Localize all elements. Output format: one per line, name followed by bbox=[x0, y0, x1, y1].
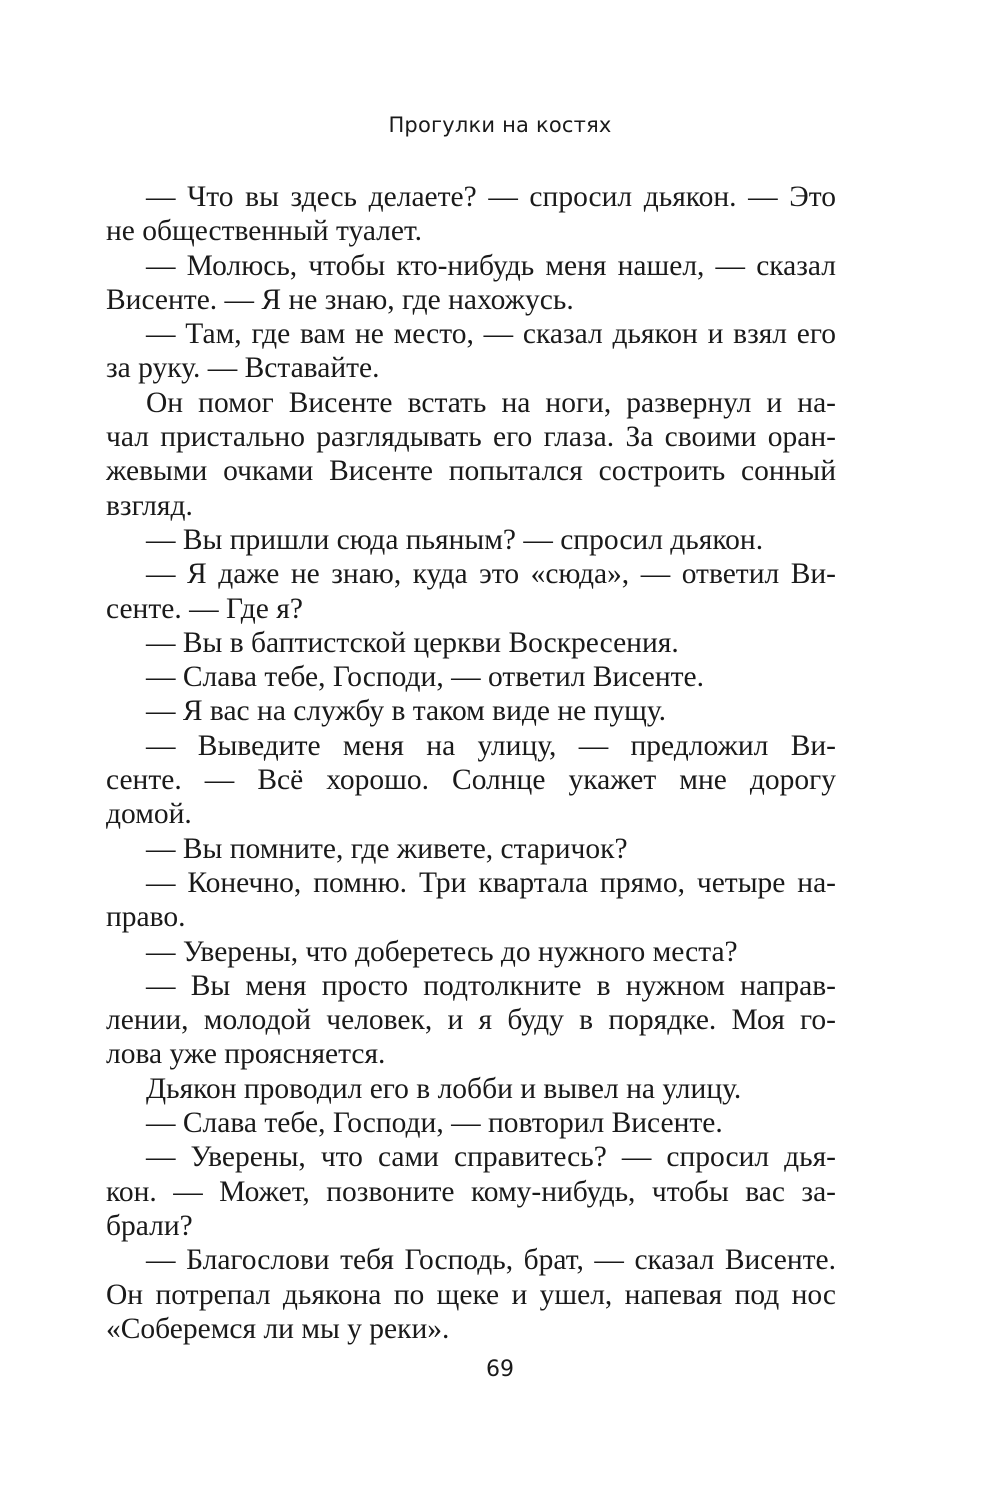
text-line: — Там, где вам не место, — сказал дьякон и взял его bbox=[146, 318, 836, 351]
text-line: право. bbox=[106, 901, 186, 934]
text-line: — Вы меня просто подтолкните в нужном направ- bbox=[146, 969, 836, 1002]
text-line: — Конечно, помню. Три квартала прямо, четыре на- bbox=[146, 866, 836, 899]
text-line: — Слава тебе, Господи, — ответил Висенте. bbox=[146, 661, 705, 694]
text-line: — Молюсь, чтобы кто-нибудь меня нашел, — сказал bbox=[146, 249, 836, 282]
running-head: Прогулки на костях bbox=[388, 113, 612, 137]
text-line: — Что вы здесь делаете? — спросил дьякон. — Это bbox=[146, 181, 836, 213]
page-number: 69 bbox=[486, 1357, 514, 1382]
text-line: — Уверены, что сами справитесь? — спросил дья- bbox=[146, 1141, 836, 1174]
text-line: жевыми очками Висенте попытался состроить сонный bbox=[106, 455, 836, 488]
text-line: сенте. — Всё хорошо. Солнце укажет мне дорогу bbox=[106, 764, 836, 797]
text-line: лении, молодой человек, и я буду в порядке. Моя го- bbox=[106, 1004, 836, 1037]
text-line: кон. — Может, позвоните кому-нибудь, чтобы вас за- bbox=[106, 1175, 836, 1208]
text-line: Дьякон проводил его в лобби и вывел на улицу. bbox=[146, 1072, 742, 1105]
text-line: Висенте. — Я не знаю, где нахожусь. bbox=[106, 283, 574, 316]
body-text bbox=[106, 180, 836, 1346]
text-line: домой. bbox=[106, 798, 192, 831]
text-line: — Я вас на службу в таком виде не пущу. bbox=[146, 695, 667, 728]
text-line: — Слава тебе, Господи, — повторил Висенте. bbox=[146, 1107, 723, 1140]
text-line: чал пристально разглядывать его глаза. За своими оран- bbox=[106, 421, 836, 454]
text-line: Он потрепал дьякона по щеке и ушел, напевая под нос bbox=[106, 1278, 836, 1311]
text-line: — Вы в баптистской церкви Воскресения. bbox=[146, 626, 679, 659]
text-line: лова уже проясняется. bbox=[106, 1038, 386, 1071]
text-line: — Вы помните, где живете, старичок? bbox=[146, 832, 628, 865]
text-line: — Выведите меня на улицу, — предложил Ви- bbox=[146, 729, 836, 762]
text-line: — Вы пришли сюда пьяным? — спросил дьякон. bbox=[146, 523, 764, 556]
text-line: брали? bbox=[106, 1209, 193, 1242]
text-line: — Уверены, что доберетесь до нужного места? bbox=[146, 935, 738, 968]
text-line: взгляд. bbox=[106, 489, 193, 522]
text-line: Он помог Висенте встать на ноги, развернул и на- bbox=[146, 386, 836, 419]
text-line: сенте. — Где я? bbox=[106, 592, 303, 625]
text-line: «Соберемся ли мы у реки». bbox=[106, 1312, 450, 1345]
text-line: не общественный туалет. bbox=[106, 215, 423, 248]
text-line: — Благослови тебя Господь, брат, — сказал Висенте. bbox=[146, 1244, 836, 1277]
text-line: — Я даже не знаю, куда это «сюда», — ответил Ви- bbox=[146, 558, 836, 591]
text-line: за руку. — Вставайте. bbox=[106, 352, 380, 385]
